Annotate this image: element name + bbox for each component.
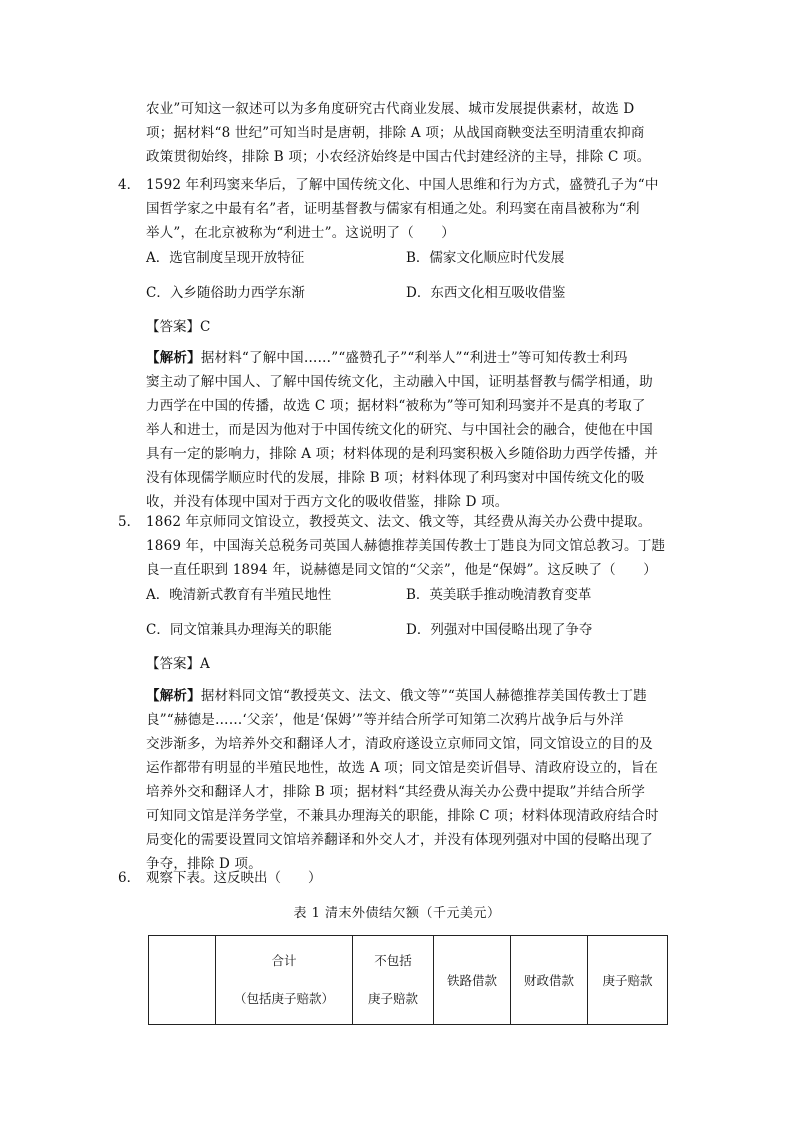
text-line: 据材料“了解中国……”“盛赞孔子”“利举人”“利进士”等可知传教士利玛 [200,350,628,366]
q5-answer: 【答案】A [146,656,210,672]
question-6-number: 6． [118,870,141,886]
header-text: 合计 [271,953,297,968]
question-6-stem: 观察下表。这反映出（ ） [146,870,322,886]
header-railway: 铁路借款 [434,936,511,1025]
q4-analysis [146,346,662,514]
header-text: 庚子赔款 [367,991,418,1006]
text-line: 1592 年利玛窦来华后，了解中国传统文化、中国人思维和行为方式，盛赞孔子为“中 [146,177,659,193]
q5-option-d: D．列强对中国侵略出现了争夺 [406,622,593,638]
text-line: 举人”，在北京被称为“利进士”。这说明了（ ） [146,225,456,241]
text-line: 据材料同文馆“教授英文、法文、俄文等”“英国人赫德推荐美国传教士丁韪 [200,688,647,704]
text-line: 培养外交和翻译人才，排除 B 项；据材料“其经费从海关办公费中提取”并结合所学 [146,784,646,800]
header-finance: 财政借款 [511,936,588,1025]
q4-option-d: D．东西文化相互吸收借鉴 [406,285,566,301]
text-line: 农业”可知这一叙述可以为多角度研究古代商业发展、城市发展提供素材，故选 D [146,101,635,117]
header-excluding [353,936,434,1025]
header-total [216,936,353,1025]
text-line: 政策贯彻始终，排除 B 项；小农经济始终是中国古代封建经济的主导，排除 C 项。 [146,149,651,165]
text-line: 运作都带有明显的半殖民地性，故选 A 项；同文馆是奕䜣倡导、清政府设立的，旨在 [146,760,659,776]
text-line: 没有体现儒学顺应时代的发展，排除 B 项；材料体现了利玛窦对中国传统文化的吸 [146,470,645,486]
q4-option-b: B．儒家文化顺应时代发展 [406,250,565,266]
text-line: 1869 年，中国海关总税务司英国人赫德推荐美国传教士丁韪良为同文馆总教习。丁韪 [146,538,666,554]
header-text: （包括庚子赔款） [233,991,334,1006]
text-line: 收，并没有体现中国对于西方文化的吸收借鉴，排除 D 项。 [146,494,509,510]
text-line: 交涉渐多，为培养外交和翻译人才，清政府遂设立京师同文馆，同文馆设立的目的及 [146,736,653,752]
text-line: 国哲学家之中最有名”者，证明基督教与儒家有相通之处。利玛窦在南昌被称为“利 [146,201,640,217]
text-line: 良”“赫德是……‘父亲’，他是‘保姆’”等并结合所学可知第二次鸦片战争后与外洋 [146,712,624,728]
text-line: 窦主动了解中国人、了解中国传统文化，主动融入中国，证明基督教与儒学相通，助 [146,374,653,390]
q5-analysis [146,684,662,876]
table-header-row [149,936,668,1025]
q4-answer: 【答案】C [146,319,211,335]
debt-table [148,935,668,1025]
q5-option-c: C．同文馆兼具办理海关的职能 [146,622,332,638]
question-5-number: 5． [118,514,141,530]
table-corner-cell [149,936,216,1025]
text-line: 具有一定的影响力，排除 A 项；材料体现的是利玛窦积极入乡随俗助力西学传播，并 [146,446,659,462]
question-4-number: 4． [118,177,141,193]
q4-option-c: C．入乡随俗助力西学东渐 [146,285,305,301]
q5-option-b: B．英美联手推动晚清教育变革 [406,587,592,603]
analysis-tag: 【解析】 [146,350,201,366]
question-5-stem [146,510,666,582]
header-boxer: 庚子赔款 [588,936,668,1025]
text-line: 举人和进士，而是因为他对于中国传统文化的研究、与中国社会的融合，使他在中国 [146,422,653,438]
text-line: 局变化的需要设置同文馆培养翻译和外交人才，并没有体现列强对中国的侵略出现了 [146,832,653,848]
text-line: 1862 年京师同文馆设立，教授英文、法文、俄文等，其经费从海关办公费中提取。 [146,514,652,530]
text-line: 争夺，排除 D 项。 [146,856,262,872]
text-line: 可知同文馆是洋务学堂，不兼具办理海关的职能，排除 C 项；材料体现清政府结合时 [146,808,659,824]
q4-option-a: A．选官制度呈现开放特征 [146,250,305,266]
table-caption: 表 1 清末外债结欠额（千元美元） [293,906,501,921]
intro-paragraph [146,97,662,169]
text-line: 项；据材料“8 世纪”可知当时是唐朝，排除 A 项；从战国商鞅变法至明清重农抑商 [146,125,645,141]
question-4-stem [146,173,662,245]
header-text: 不包括 [374,953,412,968]
q5-option-a: A．晚清新式教育有半殖民地性 [146,587,332,603]
analysis-tag: 【解析】 [146,688,201,704]
text-line: 力西学在中国的传播，故选 C 项；据材料“被称为”等可知利玛窦并不是真的考取了 [146,398,646,414]
text-line: 良一直任职到 1894 年，说赫德是同文馆的“父亲”，他是“保姆”。这反映了（ ） [146,562,657,578]
